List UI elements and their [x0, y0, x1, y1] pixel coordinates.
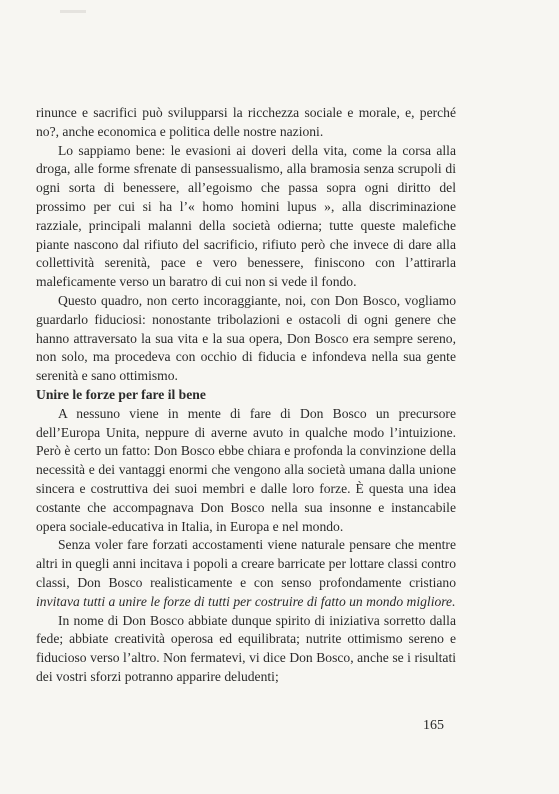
paragraph-5	[36, 536, 456, 611]
page-number: 165	[423, 718, 444, 733]
section-heading: Unire le forze per fare il bene	[36, 386, 206, 402]
scan-mark	[60, 10, 86, 13]
paragraph-5-italic: invitava tutti a unire le forze di tutti per costruire di fatto un mondo migliore.	[36, 593, 456, 609]
paragraph-5-text: Senza voler fare forzati accostamenti viene naturale pensare che mentre altri in quegli anni incitava i popoli a creare barricate per lottare classi contro classi, Don Bosco realisticamente e con senso profondamente cristiano	[36, 537, 456, 590]
body-text	[36, 104, 456, 687]
paragraph-4: A nessuno viene in mente di fare di Don Bosco un precursore dell’Europa Unita, neppure di averne avuto in qualche modo l’intuizione. Però è certo un fatto: Don Bosco ebbe chiara e profonda la convinzione della necessità e dei vantaggi enormi che vengono alla società umana dalla unione sincera e costruttiva dei suoi membri e dalle loro forze. È questa una idea costante che accompagnava Don Bosco nella sua insonne e instancabile opera sociale-educativa in Italia, in Europa e nel mondo.	[36, 405, 456, 534]
paragraph-6: In nome di Don Bosco abbiate dunque spirito di iniziativa sorretto dalla fede; abbiate creatività operosa ed equilibrata; nutrite ottimismo sereno e fiducioso verso l’altro. Non fermatevi, vi dice Don Bosco, anche se i risultati dei vostri sforzi potranno apparire deludenti;	[36, 612, 456, 684]
paragraph-2: Lo sappiamo bene: le evasioni ai doveri della vita, come la corsa alla droga, alle forme sfrenate di pansessualismo, alla bramosia senza scrupoli di ogni sorta di benessere, all’egoismo che passa sopra ogni diritto del prossimo per cui si ha l’« homo homini lupus », alla discriminazione razziale, principali malanni della società odierna; tutte queste malefiche piante nascono dal rifiuto del sacrificio, rifiuto però che invece di dare alla collettività serenità, pace e vero benessere, finiscono con l’attirarla maleficamente verso un baratro di cui non si vede il fondo.	[36, 142, 456, 290]
paragraph-3: Questo quadro, non certo incoraggiante, noi, con Don Bosco, vogliamo guardarlo fiduciosi: nonostante tribolazioni e ostacoli di ogni genere che hanno attraversato la sua vita e la sua opera, Don Bosco era sempre sereno, non solo, ma procedeva con occhio di fiducia e infondeva nella sua gente serenità e sano ottimismo.	[36, 292, 456, 384]
paragraph-1: rinunce e sacrifici può svilupparsi la ricchezza sociale e morale, e, perché no?, anche economica e politica delle nostre nazioni.	[36, 105, 456, 139]
